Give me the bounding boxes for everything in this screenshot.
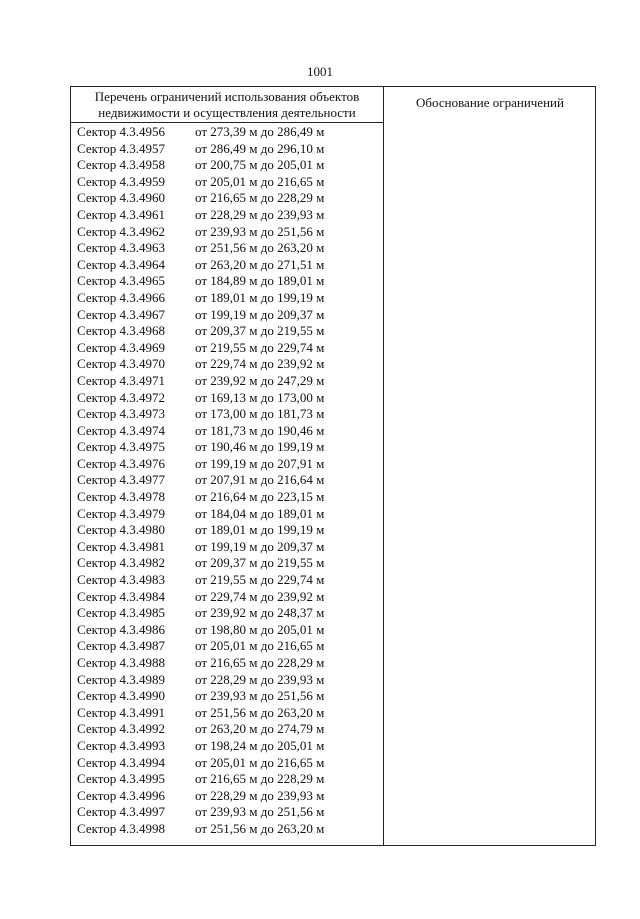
sector-range: от 219,55 м до 229,74 м [195,572,325,588]
sector-name: Сектор 4.3.4971 [77,372,166,388]
sector-range: от 229,74 м до 239,92 м [195,588,325,604]
table-row [77,406,377,423]
sector-range: от 273,39 м до 286,49 м [195,124,325,139]
table-row [77,788,377,805]
sector-range: от 189,01 м до 199,19 м [195,522,325,538]
sector-range: от 181,73 м до 190,46 м [195,422,325,438]
sector-range: от 205,01 м до 216,65 м [195,173,325,189]
sector-range: от 189,01 м до 199,19 м [195,289,325,305]
sector-name: Сектор 4.3.4997 [77,804,166,820]
sector-name: Сектор 4.3.4968 [77,323,166,339]
table-row [77,705,377,722]
table-row [77,157,377,174]
table-row [77,655,377,672]
table-row [77,356,377,373]
table-row [77,190,377,207]
sector-range: от 229,74 м до 239,92 м [195,356,325,372]
table-row [77,539,377,556]
column-divider [383,87,384,845]
table-row [77,555,377,572]
sector-name: Сектор 4.3.4984 [77,588,166,604]
sector-name: Сектор 4.3.4963 [77,240,166,256]
table-row [77,738,377,755]
table-row [77,572,377,589]
sector-name: Сектор 4.3.4979 [77,505,166,521]
sector-range: от 239,92 м до 247,29 м [195,372,325,388]
sector-range: от 263,20 м до 271,51 м [195,256,325,272]
sector-range: от 209,37 м до 219,55 м [195,555,325,571]
table-row [77,390,377,407]
sector-range: от 239,93 м до 251,56 м [195,804,325,820]
sector-range: от 228,29 м до 239,93 м [195,671,325,687]
sector-range: от 239,92 м до 248,37 м [195,605,325,621]
sector-range: от 205,01 м до 216,65 м [195,754,325,770]
table-body [77,124,377,838]
table-row [77,423,377,440]
sector-range: от 198,80 м до 205,01 м [195,621,325,637]
table-row [77,141,377,158]
header-justification: Обоснование ограничений [416,95,564,110]
table-row [77,456,377,473]
sector-range: от 207,91 м до 216,64 м [195,472,325,488]
sector-range: от 173,00 м до 181,73 м [195,406,325,422]
header-left-line1: Перечень ограничений использования объектов [94,89,360,104]
table-row [77,373,377,390]
sector-name: Сектор 4.3.4964 [77,256,166,272]
sector-range: от 209,37 м до 219,55 м [195,323,325,339]
table-row [77,638,377,655]
header-divider [71,122,383,123]
sector-name: Сектор 4.3.4972 [77,389,166,405]
table-row [77,257,377,274]
sector-name: Сектор 4.3.4959 [77,173,166,189]
table-row [77,439,377,456]
sector-range: от 228,29 м до 239,93 м [195,206,325,222]
sector-range: от 239,93 м до 251,56 м [195,688,325,704]
sector-range: от 169,13 м до 173,00 м [195,389,325,405]
header-restrictions-list [71,89,383,121]
sector-range: от 184,89 м до 189,01 м [195,273,325,289]
table-row [77,489,377,506]
table-row [77,804,377,821]
sector-range: от 251,56 м до 263,20 м [195,820,325,836]
table-row [77,605,377,622]
sector-name: Сектор 4.3.4970 [77,356,166,372]
table-row [77,522,377,539]
table-row [77,207,377,224]
table-row [77,224,377,241]
table-row [77,273,377,290]
sector-range: от 199,19 м до 207,91 м [195,455,325,471]
sector-name: Сектор 4.3.4962 [77,223,166,239]
sector-name: Сектор 4.3.4966 [77,289,166,305]
sector-name: Сектор 4.3.4956 [77,124,166,139]
sector-name: Сектор 4.3.4988 [77,655,166,670]
sector-name: Сектор 4.3.4983 [77,572,166,588]
header-left-line2: недвижимости и осуществления деятельности [98,105,356,120]
sector-name: Сектор 4.3.4976 [77,455,166,471]
table-row [77,340,377,357]
sector-range: от 200,75 м до 205,01 м [195,157,325,173]
sector-name: Сектор 4.3.4975 [77,439,166,455]
sector-range: от 205,01 м до 216,65 м [195,638,325,654]
sector-name: Сектор 4.3.4973 [77,406,166,422]
table-row [77,622,377,639]
table-row [77,240,377,257]
table-row [77,688,377,705]
table-row [77,174,377,191]
table-row [77,124,377,141]
sector-name: Сектор 4.3.4967 [77,306,166,322]
table-row [77,290,377,307]
sector-name: Сектор 4.3.4969 [77,339,166,355]
sector-name: Сектор 4.3.4978 [77,489,166,505]
sector-range: от 216,65 м до 228,29 м [195,655,325,670]
table-row [77,506,377,523]
sector-range: от 199,19 м до 209,37 м [195,538,325,554]
sector-name: Сектор 4.3.4992 [77,721,166,737]
sector-range: от 286,49 м до 296,10 м [195,140,325,156]
sector-name: Сектор 4.3.4960 [77,190,166,206]
sector-name: Сектор 4.3.4980 [77,522,166,538]
sector-name: Сектор 4.3.4995 [77,771,166,787]
table-row [77,721,377,738]
sector-name: Сектор 4.3.4989 [77,671,166,687]
sector-name: Сектор 4.3.4957 [77,140,166,156]
sector-name: Сектор 4.3.4985 [77,605,166,621]
sector-name: Сектор 4.3.4990 [77,688,166,704]
sector-range: от 216,64 м до 223,15 м [195,489,325,505]
sector-name: Сектор 4.3.4996 [77,787,166,803]
sector-range: от 184,04 м до 189,01 м [195,505,325,521]
sector-name: Сектор 4.3.4982 [77,555,166,571]
sector-name: Сектор 4.3.4998 [77,820,166,836]
table-row [77,672,377,689]
sector-name: Сектор 4.3.4974 [77,422,166,438]
sector-range: от 251,56 м до 263,20 м [195,704,325,720]
sector-name: Сектор 4.3.4994 [77,754,166,770]
sector-name: Сектор 4.3.4958 [77,157,166,173]
table-row [77,771,377,788]
sector-range: от 198,24 м до 205,01 м [195,737,325,753]
page-number: 1001 [307,64,333,79]
sector-range: от 190,46 м до 199,19 м [195,439,325,455]
table-row [77,821,377,838]
sector-name: Сектор 4.3.4986 [77,621,166,637]
sector-name: Сектор 4.3.4961 [77,206,166,222]
sector-range: от 239,93 м до 251,56 м [195,223,325,239]
sector-range: от 251,56 м до 263,20 м [195,240,325,256]
table-row [77,755,377,772]
table-row [77,472,377,489]
sector-range: от 199,19 м до 209,37 м [195,306,325,322]
sector-range: от 216,65 м до 228,29 м [195,190,325,206]
table-row [77,323,377,340]
sector-range: от 263,20 м до 274,79 м [195,721,325,737]
sector-name: Сектор 4.3.4977 [77,472,166,488]
sector-name: Сектор 4.3.4993 [77,737,166,753]
table-row [77,589,377,606]
sector-range: от 219,55 м до 229,74 м [195,339,325,355]
sector-range: от 216,65 м до 228,29 м [195,771,325,787]
sector-name: Сектор 4.3.4981 [77,538,166,554]
sector-name: Сектор 4.3.4991 [77,704,166,720]
sector-name: Сектор 4.3.4987 [77,638,166,654]
sector-name: Сектор 4.3.4965 [77,273,166,289]
restrictions-table [70,86,596,846]
table-row [77,307,377,324]
sector-range: от 228,29 м до 239,93 м [195,787,325,803]
